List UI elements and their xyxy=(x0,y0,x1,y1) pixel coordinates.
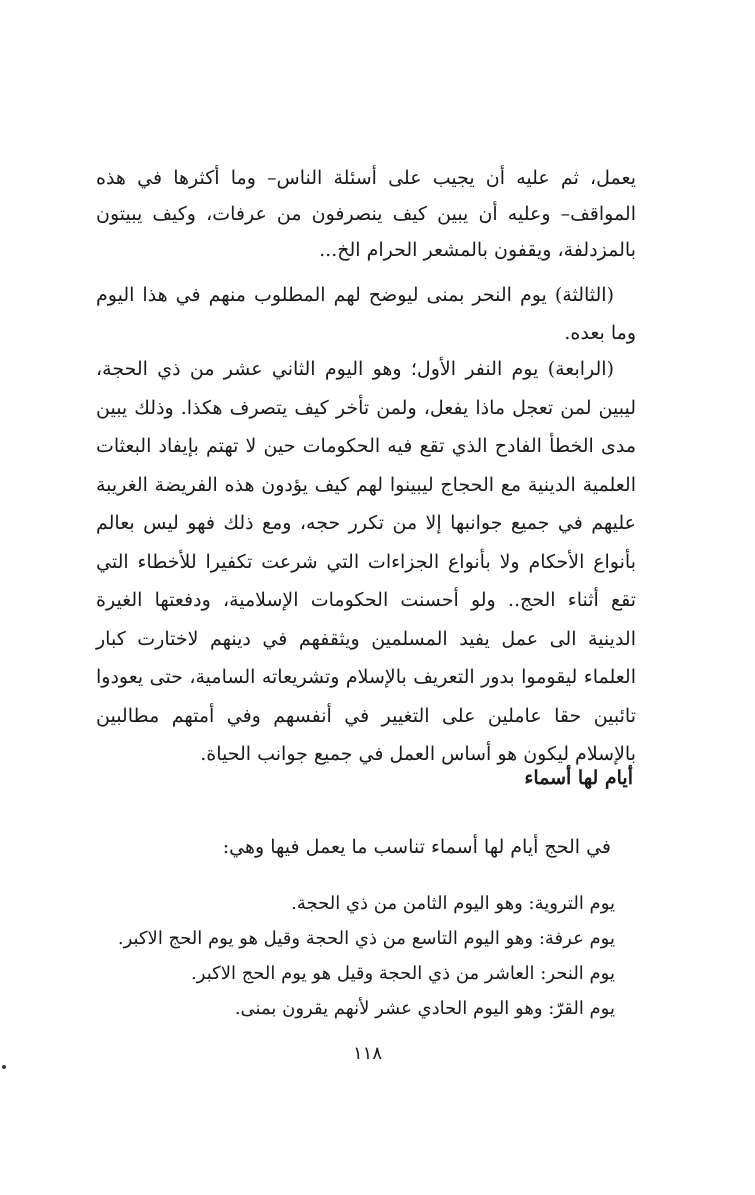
continuation-paragraph: يعمل، ثم عليه أن يجيب على أسئلة الناس– وما أكثرها في هذه المواقف– وعليه أن يبين كيف ينصرفون من عرفات، وكيف يبيتون بالمزدلفة، ويقفون بالمشعر الحرام الخ... xyxy=(96,167,636,261)
continuation-block xyxy=(96,160,636,268)
fourth-point-paragraph: (الرابعة) يوم النفر الأول؛ وهو اليوم الثاني عشر من ذي الحجة، ليبين لمن تعجل ماذا يفعل، ولمن تأخر كيف يتصرف هكذا. وذلك يبين مدى الخطأ الفادح الذي تقع فيه الحكومات حين لا تهتم بإيفاد البعثات العلمية الدينية مع الحجاج ليبينوا لهم كيف يؤدون هذه الفريضة الغريبة عليهم في جميع جوانبها إلا من تكرر حجه، ومع ذلك فهو ليس بعالم بأنواع الأحكام ولا بأنواع الجزاءات التي شرعت تكفيرا للأخطاء التي تقع أثناء الحج.. ولو أحسنت الحكومات الإسلامية، ودفعتها الغيرة الدينية الى عمل يفيد المسلمين ويثقفهم في دينهم لاختارت كبار العلماء ليقوموا بدور التعريف بالإسلام وتشريعاته السامية، حتى يعودوا تائبين حقا عاملين على التغيير في أنفسهم وفي أمتهم مطالبين بالإسلام ليكون هو أساس العمل في جميع جوانب الحياة. xyxy=(96,358,636,765)
section-intro: في الحج أيام لها أسماء تناسب ما يعمل فيها وهي: xyxy=(222,836,611,858)
named-days-list xyxy=(95,886,615,1026)
third-point-paragraph: (الثالثة) يوم النحر بمنى ليوضح لهم المطلوب منهم في هذا اليوم وما بعده. xyxy=(96,284,636,344)
fourth-point-block xyxy=(96,350,636,774)
list-item: يوم التروية: وهو اليوم الثامن من ذي الحجة. xyxy=(291,893,615,914)
page-number: ١١٨ xyxy=(352,1043,382,1064)
list-item: يوم عرفة: وهو اليوم التاسع من ذي الحجة وقيل هو يوم الحج الاكبر. xyxy=(117,928,615,949)
scan-speck xyxy=(2,1065,6,1069)
section-heading: أيام لها أسماء xyxy=(524,767,633,789)
list-item: يوم النحر: العاشر من ذي الحجة وقيل هو يوم الحج الاكبر. xyxy=(191,963,615,984)
third-point-block xyxy=(96,276,636,352)
list-item: يوم القرّ: وهو اليوم الحادي عشر لأنهم يقرون بمنى. xyxy=(234,998,615,1019)
